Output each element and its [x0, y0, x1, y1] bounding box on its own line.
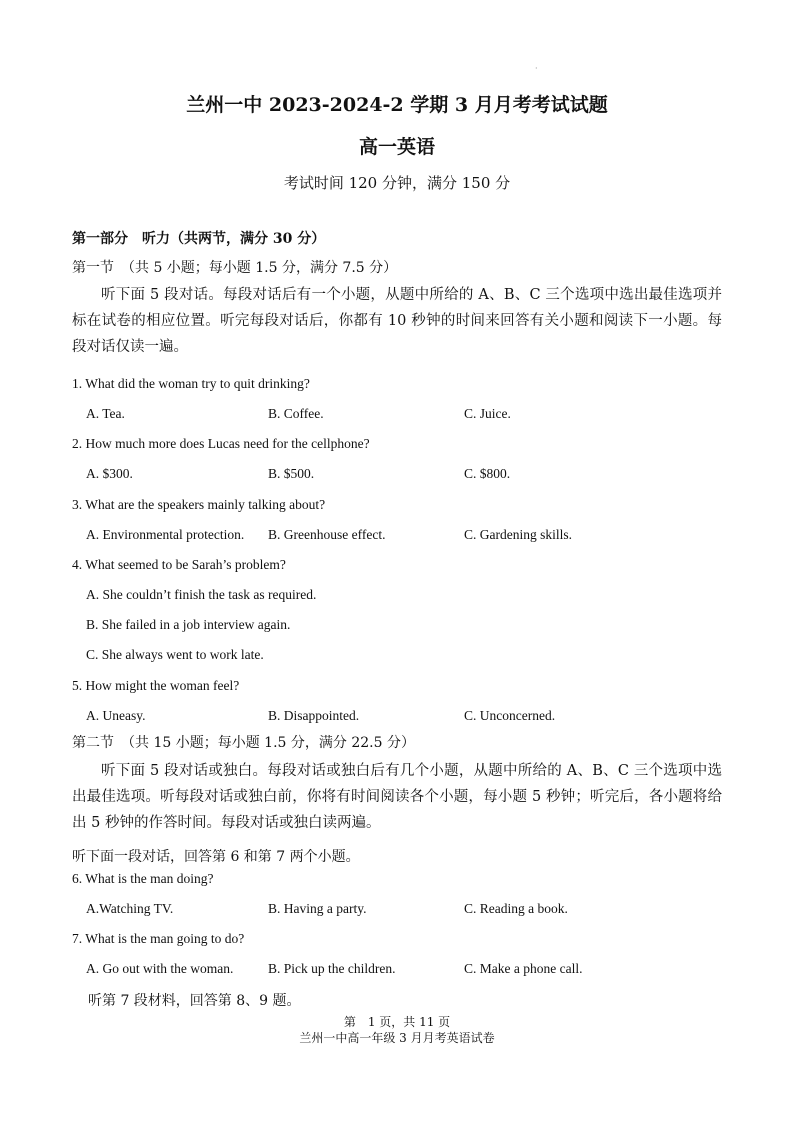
q5-option-a: A. Uneasy. — [86, 708, 146, 723]
section2-instructions: 听下面 5 段对话或独白。每段对话或独白后有几个小题，从题中所给的 A、B、C 三个选项中选出最佳选项。听每段对话或独白前，你将有时间阅读各个小题，每小题 5 秒钟；听完后，各小题将给出 5 秒钟的作答时间。每段对话或独白读两遍。 — [72, 763, 722, 831]
q7-option-a: A. Go out with the woman. — [86, 961, 234, 976]
q6-option-b: B. Having a party. — [268, 901, 367, 916]
part1-heading: 第一部分 听力（共两节，满分 30 分） — [72, 231, 326, 247]
corner-mark: · — [535, 64, 538, 73]
q5-option-b: B. Disappointed. — [268, 708, 360, 723]
q1-option-a: A. Tea. — [86, 406, 125, 421]
section2-heading: 第二节 （共 15 小题；每小题 1.5 分，满分 22.5 分） — [72, 735, 415, 751]
q3-option-b: B. Greenhouse effect. — [268, 527, 386, 542]
q2-option-c: C. $800. — [464, 466, 511, 481]
q7-option-c: C. Make a phone call. — [464, 961, 583, 976]
question-2: 2. How much more does Lucas need for the cellphone? — [72, 436, 370, 451]
note-questions-8-9: 听第 7 段材料，回答第 8、9 题。 — [88, 993, 301, 1009]
q2-option-a: A. $300. — [86, 466, 133, 481]
q1-option-b: B. Coffee. — [268, 406, 324, 421]
q7-option-b: B. Pick up the children. — [268, 961, 396, 976]
paper-name: 兰州一中高一年级 3 月月考英语试卷 — [299, 1031, 495, 1045]
q3-option-a: A. Environmental protection. — [86, 527, 245, 542]
question-6: 6. What is the man doing? — [72, 871, 214, 886]
question-1: 1. What did the woman try to quit drinking? — [72, 376, 310, 391]
q4-option-a: A. She couldn’t finish the task as required. — [86, 587, 317, 602]
question-5: 5. How might the woman feel? — [72, 678, 240, 693]
q3-option-c: C. Gardening skills. — [464, 527, 572, 542]
exam-info: 考试时间 120 分钟，满分 150 分 — [283, 174, 511, 192]
page-number: 第 1 页，共 11 页 — [343, 1015, 451, 1029]
q6-option-a: A.Watching TV. — [86, 901, 174, 916]
subject-title: 高一英语 — [358, 136, 435, 158]
q2-option-b: B. $500. — [268, 466, 315, 481]
q4-option-b: B. She failed in a job interview again. — [86, 617, 291, 632]
note-questions-6-7: 听下面一段对话，回答第 6 和第 7 两个小题。 — [72, 849, 360, 865]
section1-instructions: 听下面 5 段对话。每段对话后有一个小题，从题中所给的 A、B、C 三个选项中选出最佳选项并标在试卷的相应位置。听完每段对话后，你都有 10 秒钟的时间来回答有关小题和阅读下一小题。每段对话仅读一遍。 — [72, 287, 722, 355]
exam-title: 兰州一中 2023-2024-2 学期 3 月月考考试试题 — [186, 94, 608, 116]
q4-option-c: C. She always went to work late. — [86, 647, 264, 662]
q5-option-c: C. Unconcerned. — [464, 708, 556, 723]
q6-option-c: C. Reading a book. — [464, 901, 568, 916]
q1-option-c: C. Juice. — [464, 406, 511, 421]
section1-heading: 第一节 （共 5 小题；每小题 1.5 分，满分 7.5 分） — [72, 260, 398, 276]
question-3: 3. What are the speakers mainly talking about? — [72, 497, 326, 512]
question-4: 4. What seemed to be Sarah’s problem? — [72, 557, 286, 572]
question-7: 7. What is the man going to do? — [72, 931, 245, 946]
